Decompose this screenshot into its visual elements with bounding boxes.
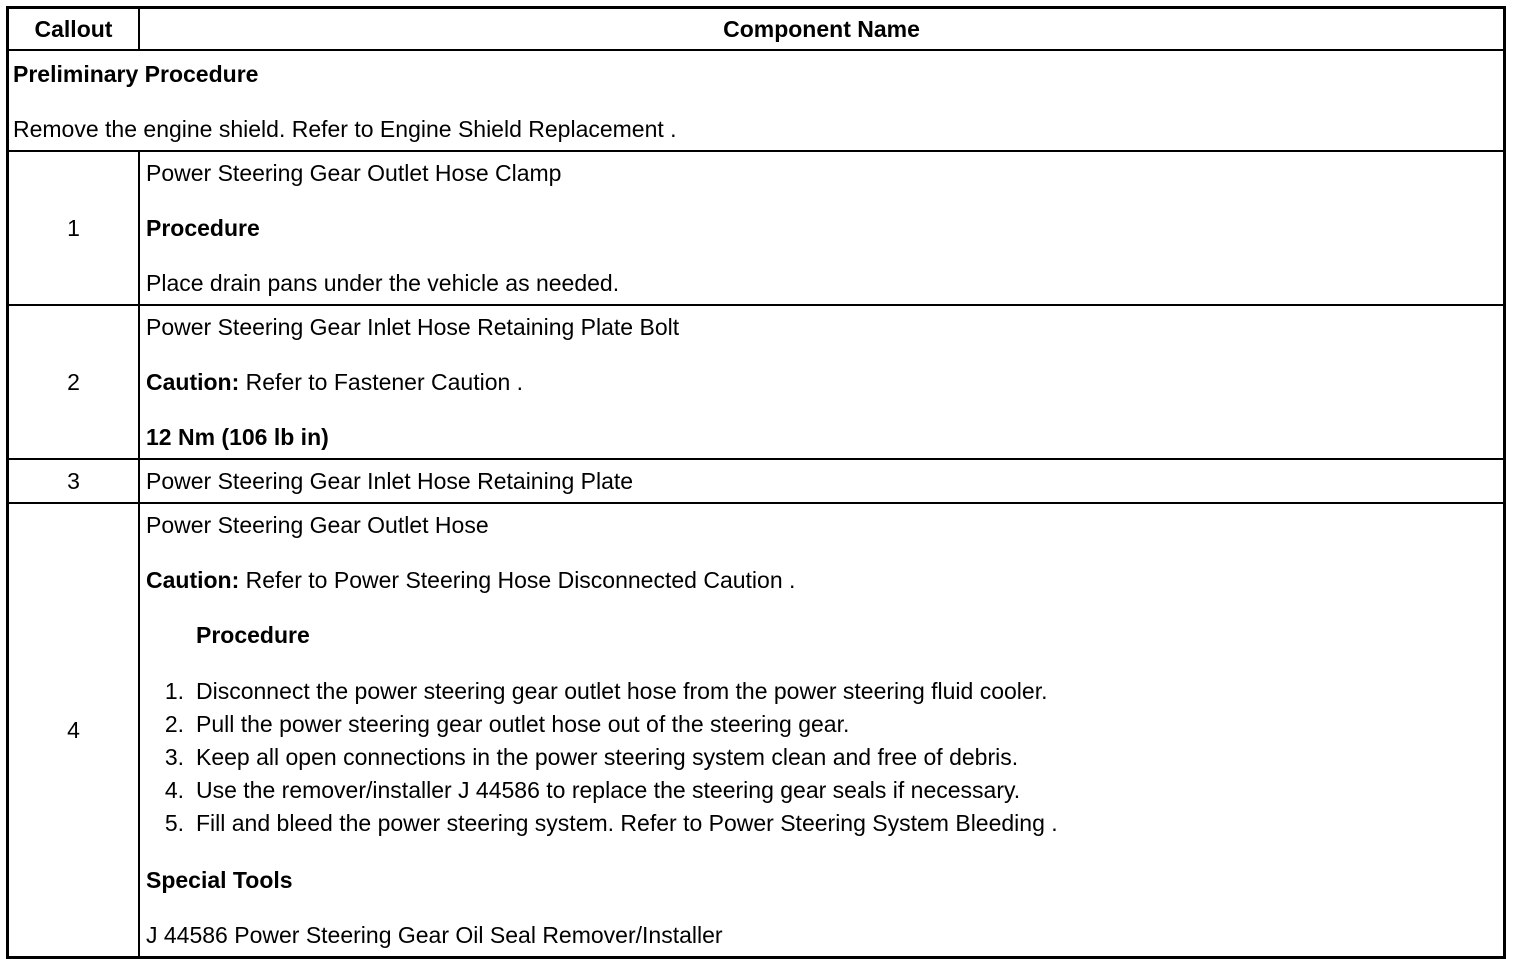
- special-tools-label: Special Tools: [146, 867, 293, 893]
- callout-cell: 2: [9, 306, 140, 458]
- preliminary-text: Remove the engine shield. Refer to Engine Shield Replacement .: [13, 116, 677, 142]
- caution-label: Caution:: [146, 567, 240, 593]
- table-row: [9, 304, 1503, 458]
- list-item: 5. Fill and bleed the power steering system. Refer to Power Steering System Bleeding .: [164, 810, 1058, 836]
- caution-text: Refer to Fastener Caution .: [239, 369, 524, 395]
- special-tools-text: J 44586 Power Steering Gear Oil Seal Remover/Installer: [146, 922, 723, 948]
- list-item: 2. Pull the power steering gear outlet hose out of the steering gear.: [164, 711, 850, 737]
- procedure-text: Place drain pans under the vehicle as needed.: [146, 270, 620, 296]
- component-name: Power Steering Gear Inlet Hose Retaining Plate Bolt: [146, 314, 680, 340]
- preliminary-row: [9, 49, 1503, 150]
- procedure-label: Procedure: [196, 622, 310, 648]
- header-callout: Callout: [9, 9, 140, 49]
- header-component-name: Component Name: [723, 15, 920, 42]
- caution-line: [146, 565, 1503, 595]
- list-item: 3. Keep all open connections in the power steering system clean and free of debris.: [164, 744, 1019, 770]
- caution-text: Refer to Power Steering Hose Disconnected Caution .: [239, 567, 796, 593]
- component-cell: [140, 460, 1503, 502]
- component-cell: [140, 306, 1503, 458]
- component-cell: [140, 504, 1503, 956]
- preliminary-title: Preliminary Procedure: [13, 61, 259, 87]
- component-name: Power Steering Gear Outlet Hose: [146, 512, 489, 538]
- caution-label: Caution:: [146, 369, 240, 395]
- procedure-label: Procedure: [146, 215, 260, 241]
- callout-cell: 3: [9, 460, 140, 502]
- list-item: 4. Use the remover/installer J 44586 to replace the steering gear seals if necessary.: [164, 777, 1021, 803]
- table-row: [9, 150, 1503, 304]
- component-name: Power Steering Gear Inlet Hose Retaining Plate: [146, 468, 634, 494]
- preliminary-cell: [9, 51, 1503, 150]
- procedure-steps: [146, 675, 1503, 840]
- table-row: [9, 458, 1503, 502]
- callout-cell: 1: [9, 152, 140, 304]
- callout-cell: 4: [9, 504, 140, 956]
- list-item: 1. Disconnect the power steering gear outlet hose from the power steering fluid cooler.: [164, 678, 1048, 704]
- caution-line: [146, 367, 1503, 397]
- component-table: [6, 6, 1506, 959]
- table-header: [9, 9, 1503, 49]
- component-cell: [140, 152, 1503, 304]
- table-row: [9, 502, 1503, 956]
- component-name: Power Steering Gear Outlet Hose Clamp: [146, 160, 562, 186]
- torque-spec: 12 Nm (106 lb in): [146, 424, 329, 450]
